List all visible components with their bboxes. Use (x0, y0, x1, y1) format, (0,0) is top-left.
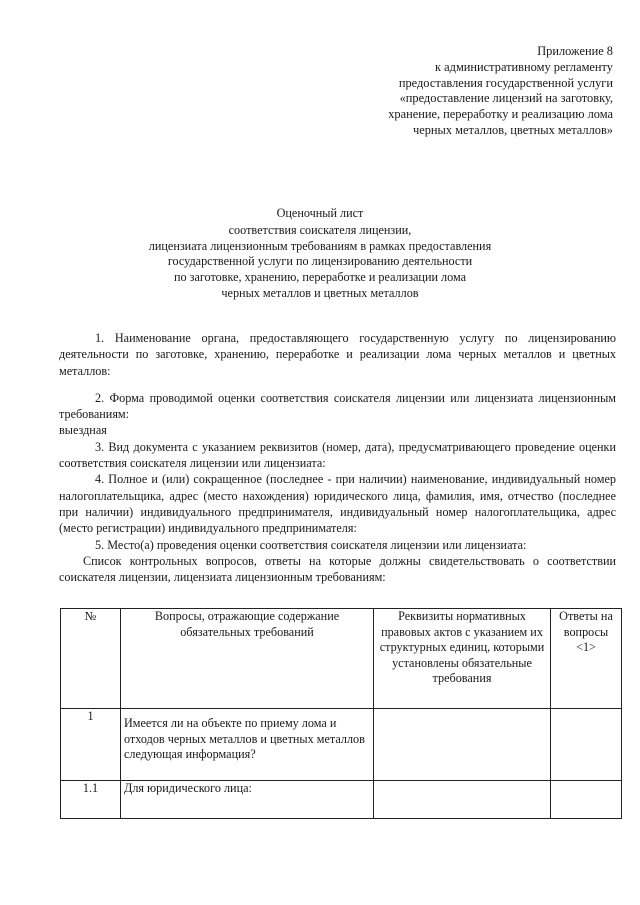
title-main: Оценочный лист (276, 206, 364, 220)
paragraph-4: 4. Полное и (или) сокращенное (последнее - при наличии) наименование, индивидуальный номер налогоплательщика, адрес (место нахождения) юридического лица, фамилия, имя, отчество (последнее при наличии) индивидуального предпринимателя, индивидуальный номер налогоплательщика, адрес (место регистрации) индивидуального предпринимателя: (59, 472, 616, 536)
appendix-line: Приложение 8 (537, 44, 613, 58)
paragraph-6: Список контрольных вопросов, ответы на которые должны свидетельствовать о соответствии соискателя лицензии, лицензиата лицензионным требованиям: (59, 553, 616, 585)
row-num: 1 (61, 709, 121, 781)
document-body (59, 330, 616, 585)
header-requisites: Реквизиты нормативных правовых актов с указанием их структурных единиц, которыми установлены обязательные требования (374, 609, 551, 709)
row-num: 1.1 (61, 781, 121, 819)
title-line: по заготовке, хранению, переработке и реализации лома (173, 270, 467, 285)
row-answer (551, 781, 622, 819)
table-row (61, 709, 622, 781)
row-requisites (374, 781, 551, 819)
header-num: № (61, 609, 121, 709)
appendix-line: предоставления государственной услуги (398, 75, 613, 90)
title-line: государственной услуги по лицензированию деятельности (167, 254, 473, 269)
header-answers: Ответы на вопросы <1> (551, 609, 622, 709)
title-line: черных металлов и цветных металлов (221, 285, 419, 300)
row-requisites (374, 709, 551, 781)
paragraph-3: 3. Вид документа с указанием реквизитов (номер, дата), предусматривающего проведение оценки соответствия соискателя лицензии или лицензиата: (59, 439, 616, 471)
paragraph-2-value: выездная (59, 423, 107, 438)
row-answer (551, 709, 622, 781)
paragraph-2: 2. Форма проводимой оценки соответствия соискателя лицензии или лицензиата лицензионным требованиям: (59, 390, 616, 422)
checklist-table (60, 608, 622, 819)
paragraph-5: 5. Место(а) проведения оценки соответствия соискателя лицензии или лицензиата: (95, 537, 527, 552)
row-question: Для юридического лица: (121, 781, 374, 819)
paragraph-1: 1. Наименование органа, предоставляющего государственную услугу по лицензированию деятельности по заготовке, хранению, переработке и реализации лома черных металлов и цветных металлов: (59, 331, 616, 378)
table-header-row (61, 609, 622, 709)
title-line: соответствия соискателя лицензии, (228, 222, 412, 237)
header-questions: Вопросы, отражающие содержание обязательных требований (121, 609, 374, 709)
appendix-header (283, 44, 613, 139)
title-line: лицензиата лицензионным требованиям в рамках предоставления (148, 238, 492, 253)
document-title (60, 206, 580, 302)
table-row (61, 781, 622, 819)
appendix-line: черных металлов, цветных металлов» (413, 122, 613, 137)
appendix-line: хранение, переработку и реализацию лома (388, 107, 613, 122)
row-question: Имеется ли на объекте по приему лома и отходов черных металлов и цветных металлов следующая информация? (121, 709, 374, 781)
appendix-line: «предоставление лицензий на заготовку, (399, 91, 613, 106)
appendix-line: к административному регламенту (435, 59, 613, 74)
